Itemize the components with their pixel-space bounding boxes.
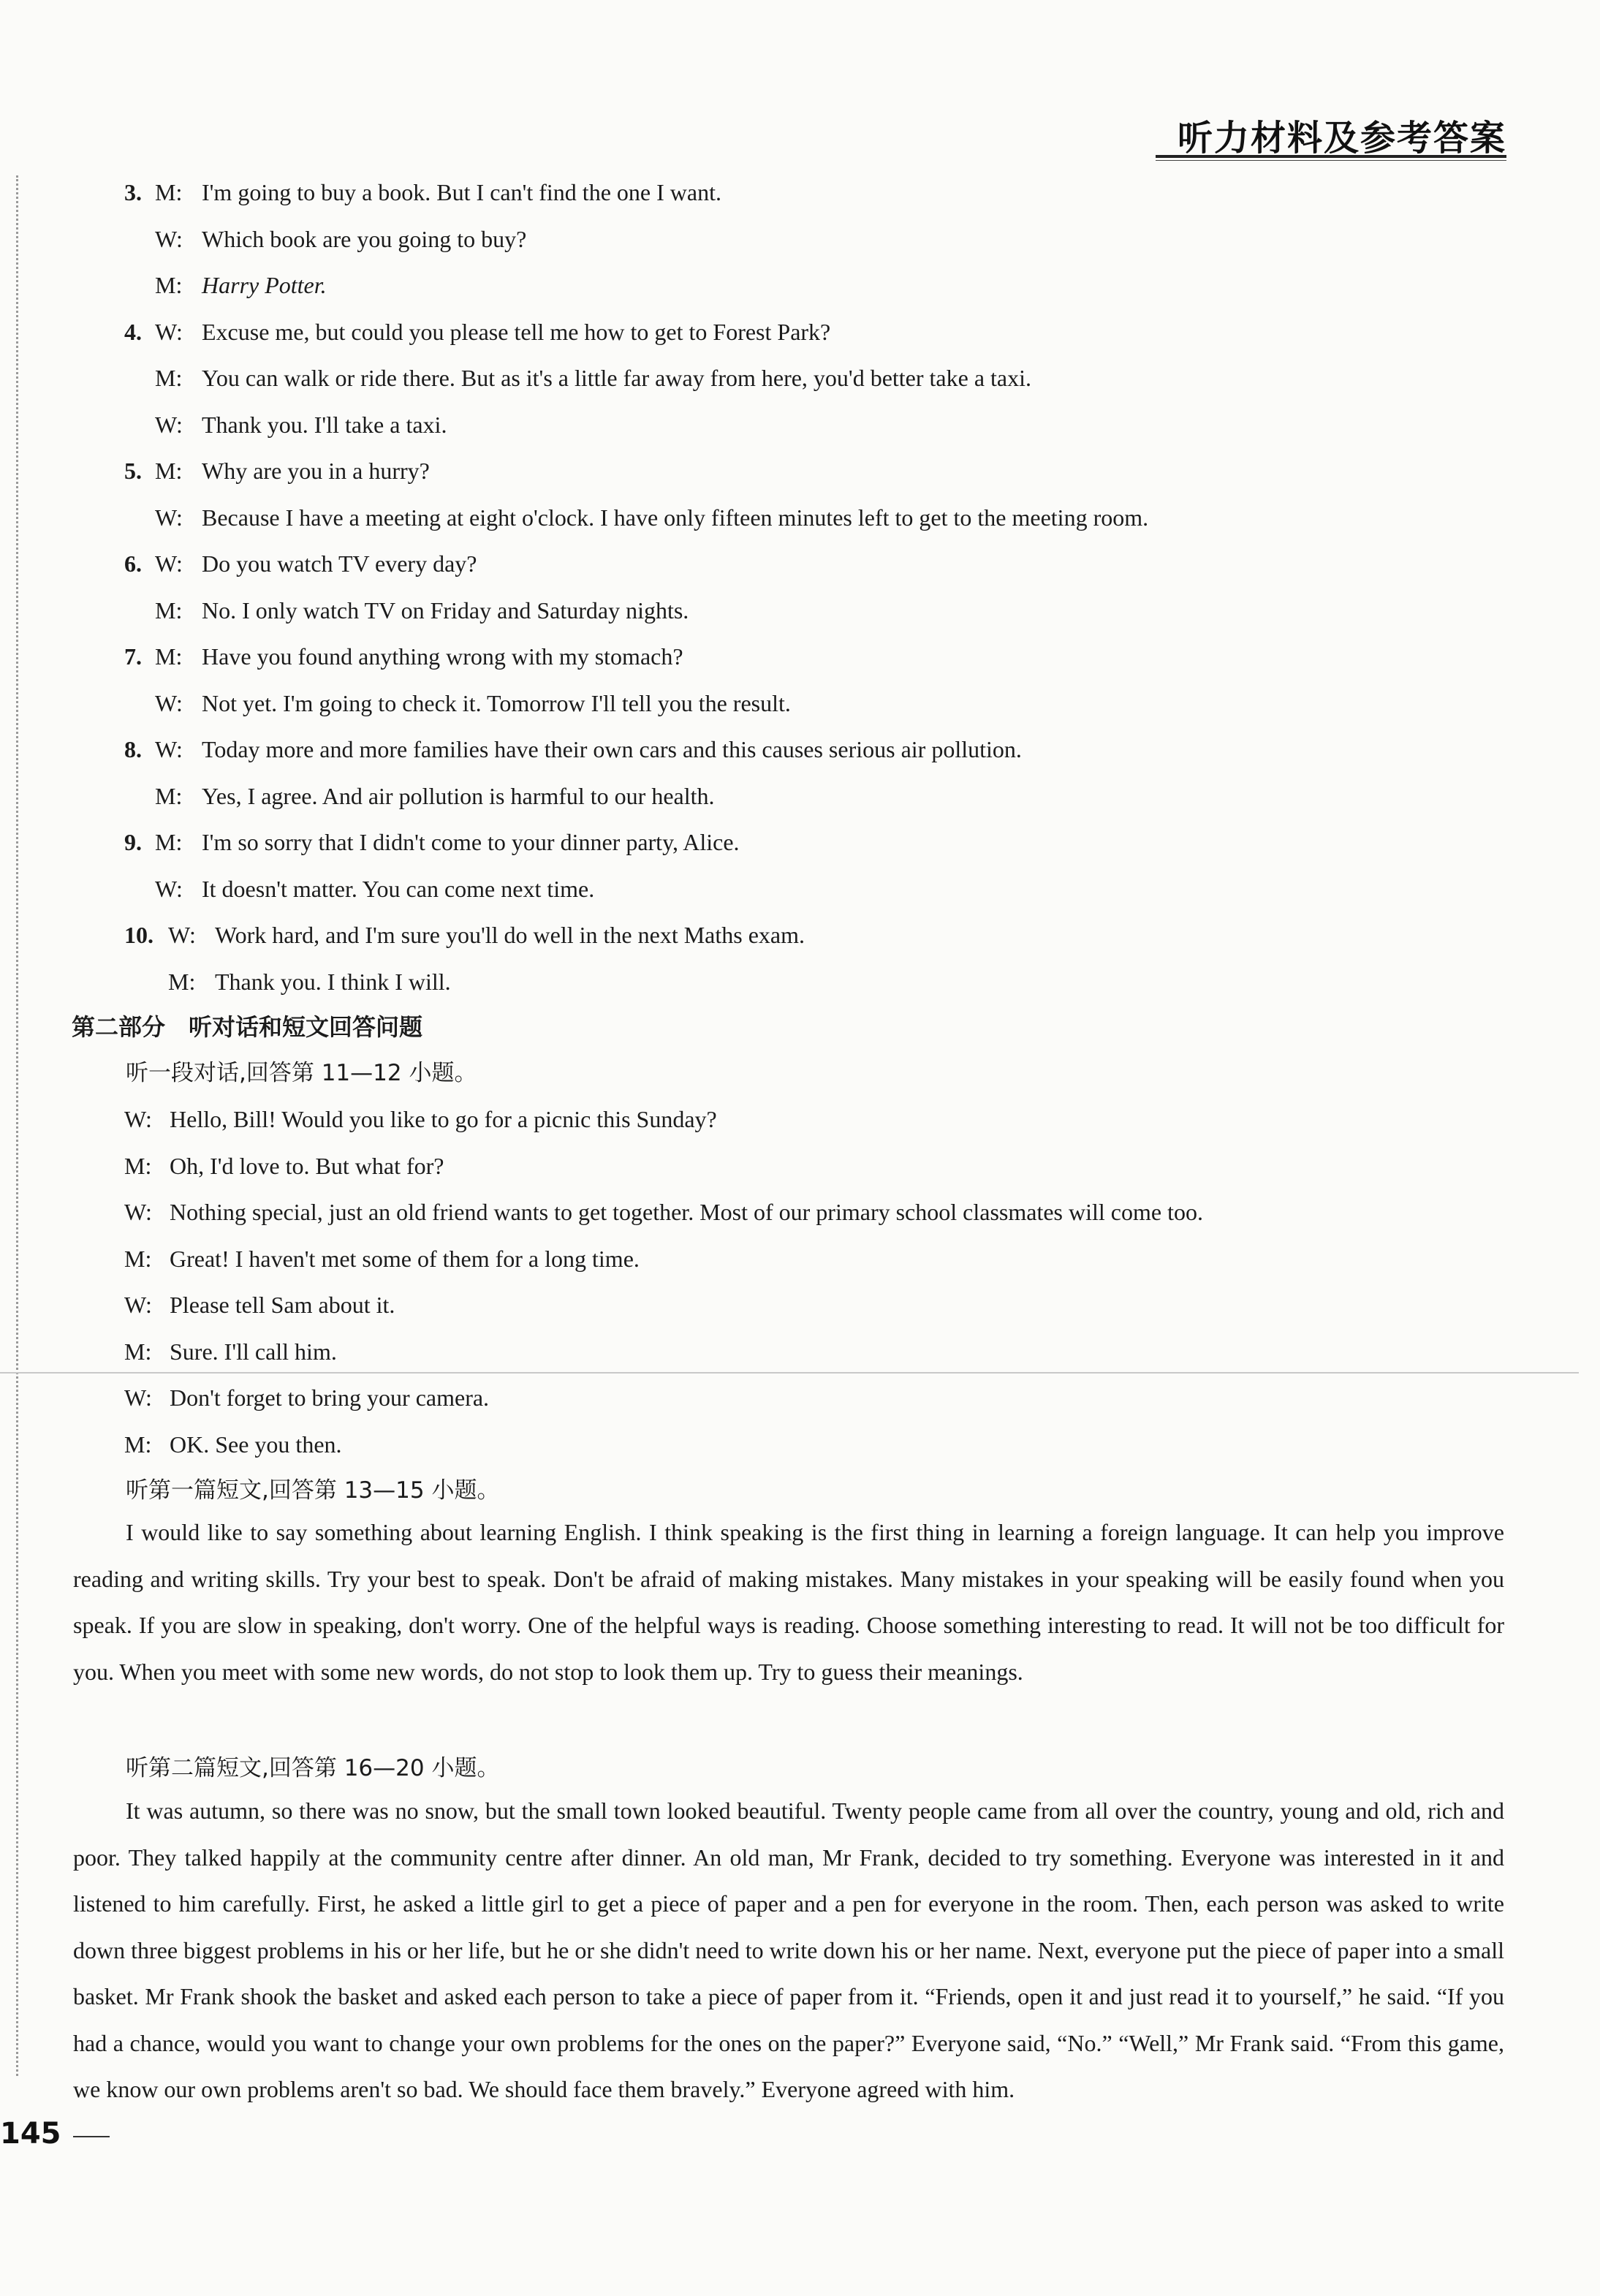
utterance-text: OK. See you then. bbox=[170, 1431, 342, 1458]
speaker-label: W: bbox=[155, 876, 183, 902]
utterance-text: Today more and more families have their own cars and this causes serious air pollution. bbox=[202, 736, 1022, 762]
dialogue-line bbox=[124, 1105, 717, 1134]
dialogue-line bbox=[124, 920, 805, 950]
utterance-text: Please tell Sam about it. bbox=[170, 1292, 395, 1318]
page-number: 145 bbox=[0, 2117, 61, 2151]
utterance-text: Excuse me, but could you please tell me how to get to Forest Park? bbox=[202, 319, 831, 345]
utterance-text: Thank you. I think I will. bbox=[215, 969, 451, 995]
dialogue-line bbox=[124, 642, 683, 671]
dialogue-line bbox=[124, 1383, 489, 1412]
page-fold-line bbox=[0, 1372, 1579, 1374]
dialogue-intro: 听一段对话,回答第 11—12 小题。 bbox=[126, 1060, 477, 1086]
item-number: 6. bbox=[124, 550, 142, 577]
utterance-text: I'm so sorry that I didn't come to your dinner party, Alice. bbox=[202, 829, 740, 855]
dialogue-line bbox=[155, 270, 327, 300]
speaker-label: W: bbox=[124, 1106, 152, 1132]
speaker-label: M: bbox=[168, 969, 196, 995]
dialogue-line bbox=[124, 735, 1022, 764]
utterance-text: Thank you. I'll take a taxi. bbox=[202, 412, 447, 438]
utterance-text: You can walk or ride there. But as it's a little far away from here, you'd better take a taxi. bbox=[202, 365, 1032, 391]
speaker-label: M: bbox=[124, 1246, 152, 1272]
dialogue-line bbox=[168, 967, 451, 996]
dialogue-line bbox=[124, 317, 830, 346]
binding-dotted-line bbox=[16, 175, 18, 2076]
speaker-label: W: bbox=[124, 1292, 152, 1318]
speaker-label: W: bbox=[155, 319, 183, 345]
dialogue-line bbox=[155, 363, 1031, 393]
item-number: 5. bbox=[124, 458, 142, 484]
speaker-label: M: bbox=[155, 272, 183, 298]
dialogue-line bbox=[124, 1337, 337, 1366]
page-number-dash bbox=[73, 2136, 110, 2137]
utterance-text: Sure. I'll call him. bbox=[170, 1338, 337, 1365]
section-heading: 第二部分 听对话和短文回答问题 bbox=[72, 1013, 423, 1041]
dialogue-line bbox=[155, 224, 526, 254]
speaker-label: M: bbox=[155, 829, 183, 855]
speaker-label: W: bbox=[155, 690, 183, 716]
speaker-label: W: bbox=[155, 226, 183, 252]
speaker-label: M: bbox=[155, 597, 183, 624]
speaker-label: W: bbox=[168, 922, 196, 948]
passage2-intro: 听第二篇短文,回答第 16—20 小题。 bbox=[126, 1755, 500, 1781]
speaker-label: M: bbox=[155, 783, 183, 809]
item-number: 7. bbox=[124, 643, 142, 670]
utterance-text: Have you found anything wrong with my stomach? bbox=[202, 643, 683, 670]
utterance-text: Because I have a meeting at eight o'clock. I have only fifteen minutes left to get to the meeting room. bbox=[202, 504, 1149, 531]
dialogue-line bbox=[155, 503, 1148, 532]
page-header-title: 听力材料及参考答案 bbox=[1177, 118, 1506, 159]
utterance-text: Great! I haven't met some of them for a long time. bbox=[170, 1246, 640, 1272]
dialogue-line bbox=[124, 456, 430, 485]
speaker-label: W: bbox=[155, 504, 183, 531]
utterance-text: No. I only watch TV on Friday and Saturday nights. bbox=[202, 597, 689, 624]
speaker-label: W: bbox=[155, 736, 183, 762]
utterance-text: Harry Potter. bbox=[202, 272, 327, 298]
speaker-label: M: bbox=[124, 1431, 152, 1458]
utterance-text: Oh, I'd love to. But what for? bbox=[170, 1153, 444, 1179]
speaker-label: W: bbox=[155, 412, 183, 438]
dialogue-line bbox=[124, 1430, 342, 1459]
item-number: 3. bbox=[124, 179, 142, 205]
dialogue-line bbox=[124, 1244, 640, 1273]
item-number: 9. bbox=[124, 829, 142, 855]
speaker-label: W: bbox=[124, 1199, 152, 1225]
utterance-text: It doesn't matter. You can come next time. bbox=[202, 876, 595, 902]
speaker-label: W: bbox=[155, 550, 183, 577]
utterance-text: Why are you in a hurry? bbox=[202, 458, 430, 484]
utterance-text: I'm going to buy a book. But I can't find the one I want. bbox=[202, 179, 721, 205]
speaker-label: M: bbox=[155, 365, 183, 391]
dialogue-line bbox=[124, 1290, 395, 1319]
dialogue-line bbox=[124, 827, 740, 857]
passage1-text: I would like to say something about learning English. I think speaking is the first thing in learning a foreign language. It can help you improve reading and writing skills. Try your best to speak. Don't be afraid of making mistakes. Many mistakes in your speaking will be easily found when you speak. If you are slow in speaking, don't worry. One of the helpful ways is reading. Choose something interesting to read. It will not be too difficult for you. When you meet with some new words, do not stop to look them up. Try to guess their meanings. bbox=[73, 1519, 1504, 1685]
utterance-text: Work hard, and I'm sure you'll do well in the next Maths exam. bbox=[215, 922, 805, 948]
dialogue-line bbox=[155, 596, 689, 625]
item-number: 8. bbox=[124, 736, 142, 762]
speaker-label: M: bbox=[155, 179, 183, 205]
speaker-label: M: bbox=[155, 643, 183, 670]
item-number: 10. bbox=[124, 922, 153, 948]
utterance-text: Don't forget to bring your camera. bbox=[170, 1384, 490, 1411]
dialogue-line bbox=[155, 689, 791, 718]
passage2-text: It was autumn, so there was no snow, but the small town looked beautiful. Twenty people came from all over the country, young and old, rich and poor. They talked happily at the community centre after dinner. An old man, Mr Frank, decided to try something. Everyone was interested in it and listened to him carefully. First, he asked a little girl to get a piece of paper and a pen for everyone in the room. Then, each person was asked to write down three biggest problems in his or her life, but he or she didn't need to write down his or her name. Next, everyone put the piece of paper into a small basket. Mr Frank shook the basket and asked each person to take a piece of paper from it. “Friends, open it and just read it to yourself,” he said. “If you had a chance, would you want to change your own problems for the ones on the paper?” Everyone said, “No.” “Well,” Mr Frank said. “From this game, we know our own problems aren't so bad. We should face them bravely.” Everyone agreed with him. bbox=[73, 1797, 1504, 2102]
speaker-label: M: bbox=[124, 1153, 152, 1179]
dialogue-line bbox=[124, 549, 477, 578]
dialogue-line bbox=[155, 874, 594, 903]
utterance-text: Which book are you going to buy? bbox=[202, 226, 527, 252]
dialogue-line bbox=[124, 1197, 1203, 1227]
dialogue-line bbox=[124, 1151, 444, 1181]
item-number: 4. bbox=[124, 319, 142, 345]
dialogue-line bbox=[124, 178, 721, 207]
utterance-text: Nothing special, just an old friend wants to get together. Most of our primary school classmates will come too. bbox=[170, 1199, 1203, 1225]
header-rule-thin bbox=[1156, 160, 1506, 161]
speaker-label: W: bbox=[124, 1384, 152, 1411]
passage1-intro: 听第一篇短文,回答第 13—15 小题。 bbox=[126, 1477, 500, 1504]
speaker-label: M: bbox=[155, 458, 183, 484]
speaker-label: M: bbox=[124, 1338, 152, 1365]
dialogue-line bbox=[155, 410, 447, 439]
utterance-text: Do you watch TV every day? bbox=[202, 550, 477, 577]
header-rule bbox=[1156, 155, 1506, 158]
utterance-text: Not yet. I'm going to check it. Tomorrow I'll tell you the result. bbox=[202, 690, 791, 716]
dialogue-line bbox=[155, 781, 715, 811]
utterance-text: Yes, I agree. And air pollution is harmful to our health. bbox=[202, 783, 715, 809]
utterance-text: Hello, Bill! Would you like to go for a picnic this Sunday? bbox=[170, 1106, 717, 1132]
